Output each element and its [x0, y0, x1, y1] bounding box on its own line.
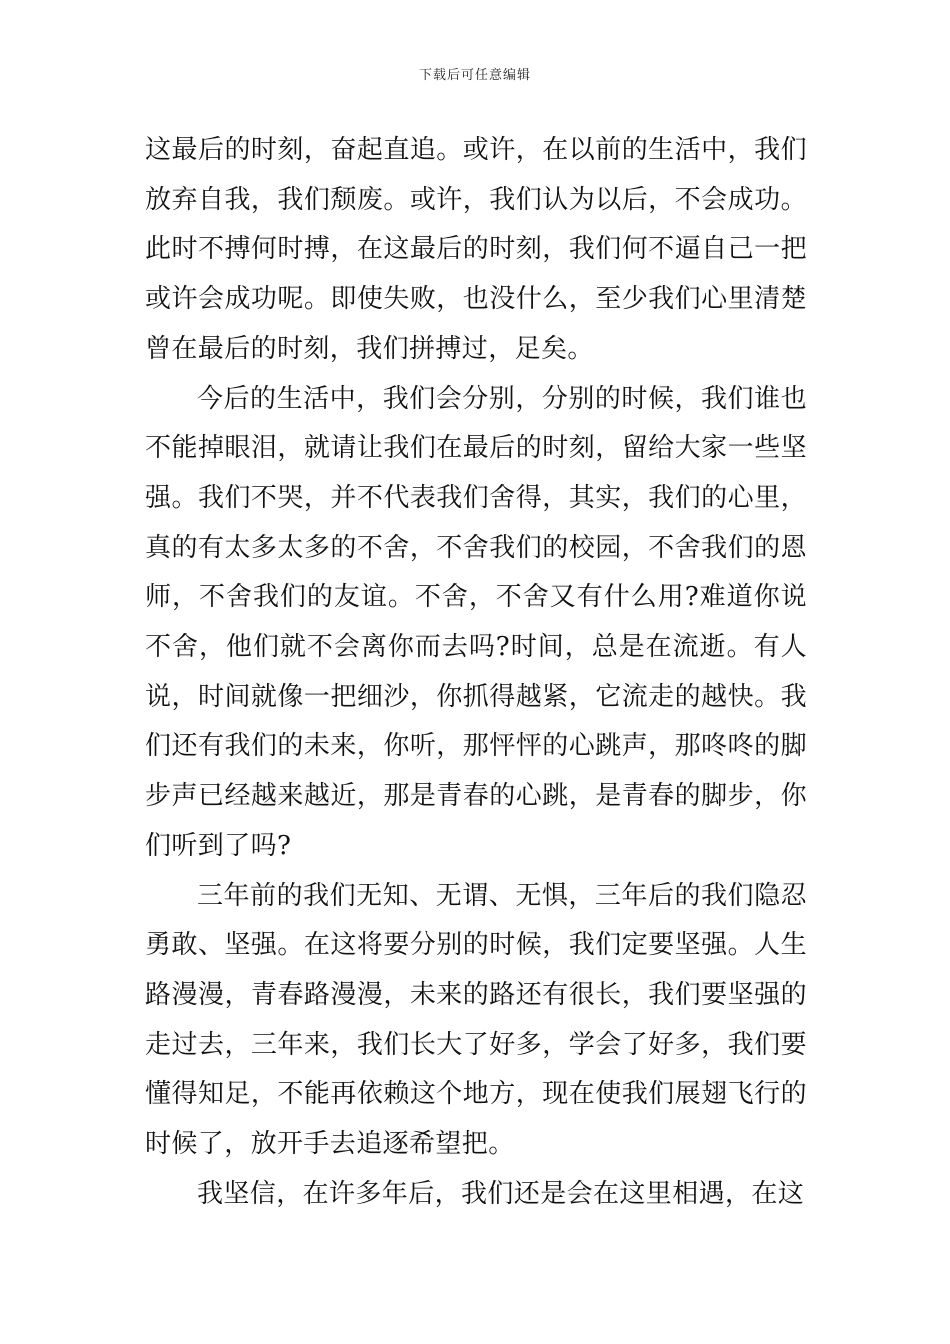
body-text [145, 126, 807, 1219]
paragraph-3: 三年前的我们无知、无谓、无惧，三年后的我们隐忍勇敢、坚强。在这将要分别的时候，我们定要坚强。人生路漫漫，青春路漫漫，未来的路还有很长，我们要坚强的走过去，三年来，我们长大了好多，学会了好多，我们要懂得知足，不能再依赖这个地方，现在使我们展翅飞行的时候了，放开手去追逐希望把。 [145, 880, 807, 1160]
paragraph-4: 我坚信，在许多年后，我们还是会在这里相遇，在这 [197, 1178, 805, 1209]
paragraph-2: 今后的生活中，我们会分别，分别的时候，我们谁也不能掉眼泪，就请让我们在最后的时刻，留给大家一些坚强。我们不哭，并不代表我们舍得，其实，我们的心里，真的有太多太多的不舍，不舍我们的校园，不舍我们的恩师，不舍我们的友谊。不舍，不舍又有什么用?难道你说不舍，他们就不会离你而去吗?时间，总是在流逝。有人说，时间就像一把细沙，你抓得越紧，它流走的越快。我们还有我们的未来，你听，那怦怦的心跳声，那咚咚的脚步声已经越来越近，那是青春的心跳，是青春的脚步，你们听到了吗? [145, 383, 807, 861]
paragraph-1: 这最后的时刻，奋起直追。或许，在以前的生活中，我们放弃自我，我们颓废。或许，我们认为以后，不会成功。此时不搏何时搏，在这最后的时刻，我们何不逼自己一把或许会成功呢。即使失败，也没什么，至少我们心里清楚曾在最后的时刻，我们拼搏过，足矣。 [145, 135, 807, 364]
page-header: 下载后可任意编辑 [418, 68, 531, 83]
